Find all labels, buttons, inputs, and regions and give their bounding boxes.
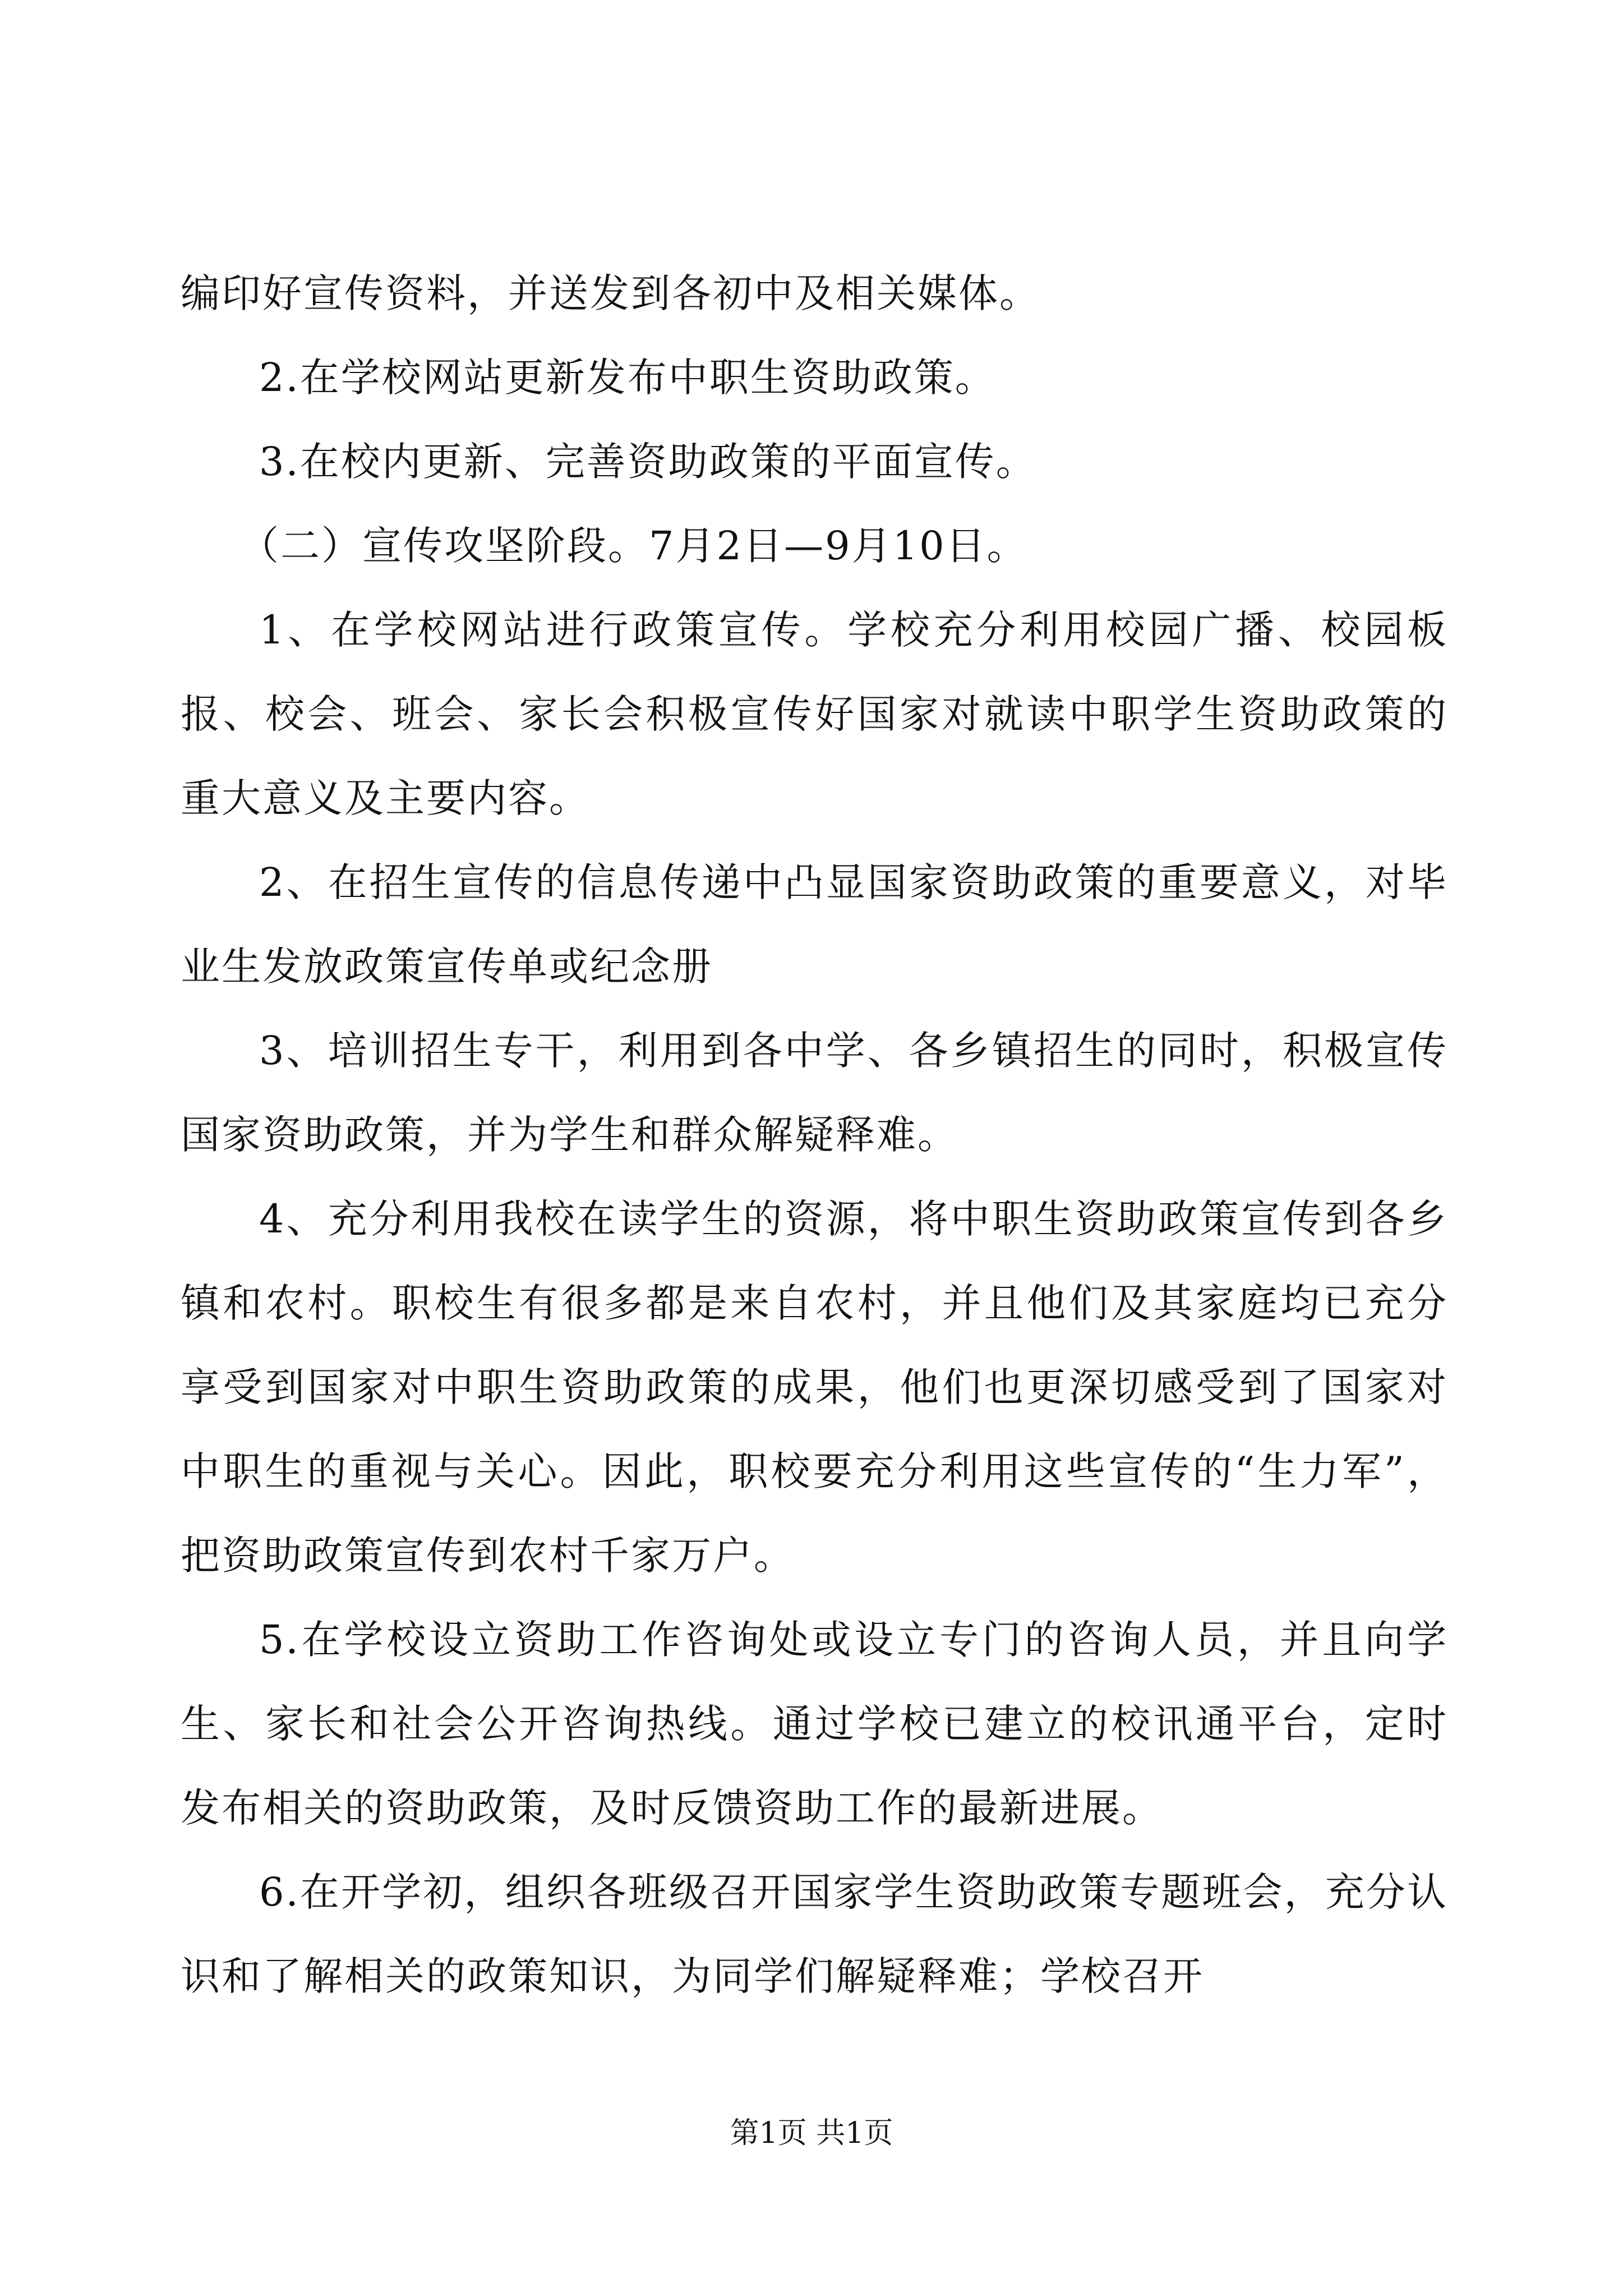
paragraph-item-4-students: 4、充分利用我校在读学生的资源，将中职生资助政策宣传到各乡镇和农村。职校生有很多都是来自农村，并且他们及其家庭均已充分享受到国家对中职生资助政策的成果，他们也更深切感受到了国家对中职生的重视与关心。因此，职校要充分利用这些宣传的“生力军”，把资助政策宣传到农村千家万户。 [181,1196,1448,1579]
paragraph-item-5-consulting: 5.在学校设立资助工作咨询处或设立专门的咨询人员，并且向学生、家长和社会公开咨询热线。通过学校已建立的校讯通平台，定时发布相关的资助政策，及时反馈资助工作的最新进展。 [181,1617,1448,1831]
document-body [181,251,1448,2018]
section-heading-stage-2: （二）宣传攻坚阶段。7月2日—9月10日。 [239,523,1028,569]
paragraph-item-1-website: 1、在学校网站进行政策宣传。学校充分利用校园广播、校园板报、校会、班会、家长会积极宣传好国家对就读中职学生资助政策的重大意义及主要内容。 [181,607,1448,821]
paragraph-item-3: 3.在校内更新、完善资助政策的平面宣传。 [259,439,1037,485]
paragraph-item-2: 2.在学校网站更新发布中职生资助政策。 [259,355,996,401]
paragraph-item-2-recruitment: 2、在招生宣传的信息传递中凸显国家资助政策的重要意义，对毕业生发放政策宣传单或纪念册 [181,859,1448,990]
page-footer: 第1页 共1页 [730,2116,893,2150]
paragraph-item-3-training: 3、培训招生专干，利用到各中学、各乡镇招生的同时，积极宣传国家资助政策，并为学生和群众解疑释难。 [181,1028,1448,1158]
paragraph-item-6-class-meeting: 6.在开学初，组织各班级召开国家学生资助政策专题班会，充分认识和了解相关的政策知识，为同学们解疑释难；学校召开 [181,1869,1448,1999]
paragraph-continuation: 编印好宣传资料，并送发到各初中及相关媒体。 [181,270,1040,316]
